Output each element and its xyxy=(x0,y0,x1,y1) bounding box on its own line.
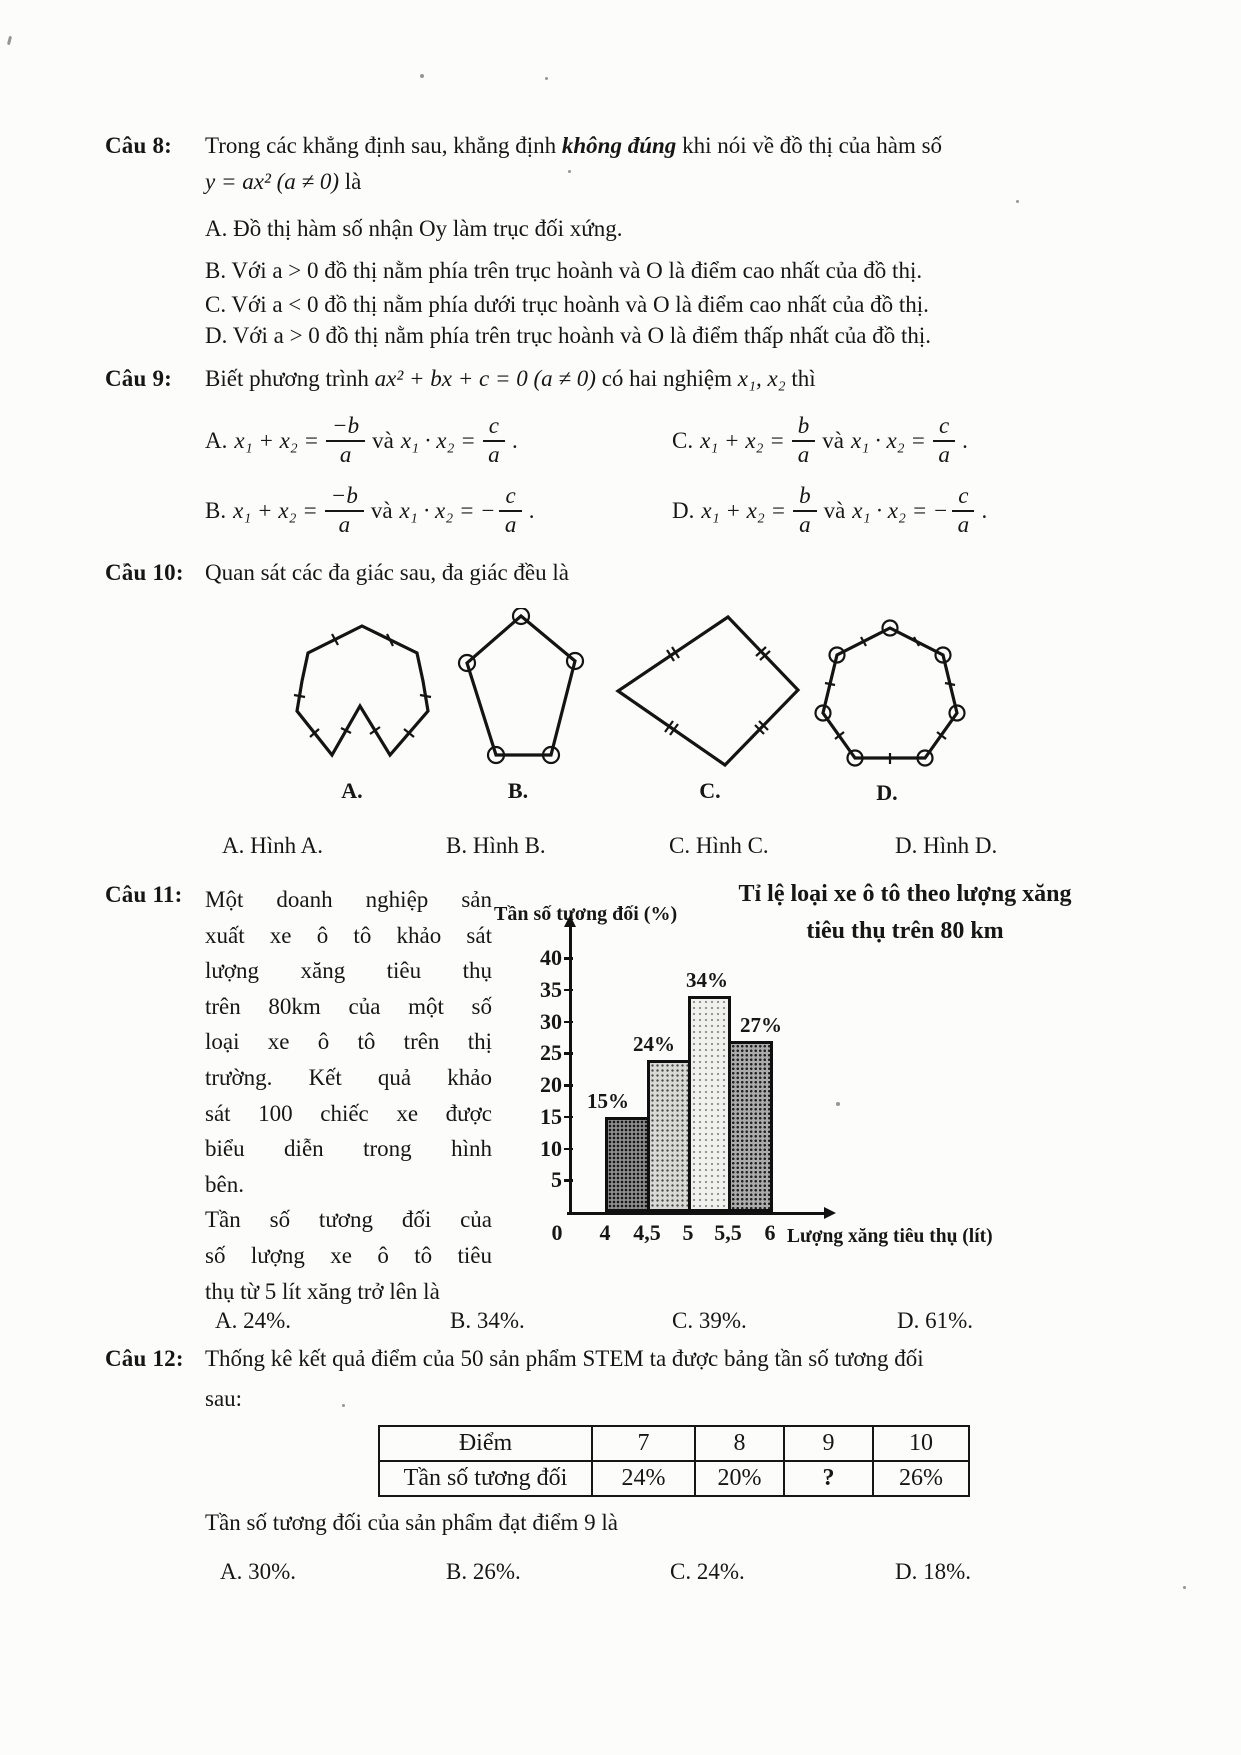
scan-speck xyxy=(420,74,424,78)
q11-text-line: biểu diễn trong hình xyxy=(205,1136,492,1162)
figure-b-polygon xyxy=(467,616,575,755)
q9-and: và xyxy=(823,497,846,523)
q9-frac-den: a xyxy=(338,511,351,537)
q9-option-d xyxy=(672,484,987,538)
y-axis-tick-mark xyxy=(564,1021,573,1024)
q10-option-d: D. Hình D. xyxy=(895,833,998,858)
q9-and: và xyxy=(822,427,845,453)
q12-label: Câu 12: xyxy=(105,1346,184,1371)
figure-b-label: B. xyxy=(507,778,529,803)
figure-a-polygon xyxy=(297,626,428,755)
q11-option-d: D. 61%. xyxy=(897,1308,974,1333)
q11-text-line: sát 100 chiếc xe được xyxy=(205,1100,492,1126)
q8-option-c: C. Với a < 0 đồ thị nằm phía dưới trục hoành và O là điểm cao nhất của đồ thị. xyxy=(205,292,929,317)
q9-option-a-letter: A. xyxy=(205,427,228,453)
chart-title xyxy=(715,876,1095,950)
table-cell: ? xyxy=(784,1461,873,1496)
figure-d-angle-arcs xyxy=(816,621,965,766)
q12-closing: Tần số tương đối của sản phẩm đạt điểm 9 là xyxy=(205,1510,618,1535)
q9-prod-fraction xyxy=(952,484,974,538)
q11-text-line: trường. Kết quả khảo xyxy=(205,1064,492,1090)
y-axis-tick-label: 20 xyxy=(540,1072,562,1097)
q9-and: và xyxy=(370,497,393,523)
q9-sum-lhs: x₁ + x₂ = xyxy=(700,427,785,453)
q9-frac-den: a xyxy=(957,511,970,537)
q9-sum-lhs: x₁ + x₂ = xyxy=(234,427,320,453)
q9-and: và xyxy=(372,427,394,453)
chart-bar xyxy=(647,1060,691,1212)
q9-dot: . xyxy=(528,497,535,523)
chart-title-line2: tiêu thụ trên 80 km xyxy=(806,918,1004,944)
q9-frac-den: a xyxy=(339,441,352,467)
y-axis-tick-label: 35 xyxy=(540,976,562,1002)
y-axis-arrow-icon xyxy=(564,915,576,927)
q11-text-line: xuất xe ô tô khảo sát xyxy=(205,922,492,948)
q9-frac-num: −b xyxy=(325,484,364,512)
q9-frac-num: c xyxy=(952,484,974,512)
figure-d-polygon xyxy=(823,628,957,758)
q9-frac-num: b xyxy=(792,414,816,442)
figure-c-label: C. xyxy=(699,778,721,803)
chart-x-axis xyxy=(567,1212,827,1215)
q9-frac-num: −b xyxy=(326,414,365,442)
chart-bar-value-label: 34% xyxy=(686,968,728,993)
q11-option-a: A. 24%. xyxy=(215,1308,292,1333)
x-axis-tick-label: 4,5 xyxy=(633,1220,661,1245)
q10-option-b: B. Hình B. xyxy=(446,833,546,858)
q11-label: Câu 11: xyxy=(105,882,183,907)
q12-option-d: D. 18%. xyxy=(895,1559,972,1584)
y-axis-tick-label: 15 xyxy=(540,1103,562,1129)
chart-bar-value-label: 27% xyxy=(740,1012,782,1037)
q9-roots: x₁, x₂ xyxy=(737,366,786,391)
figure-b-angle-arcs xyxy=(459,608,583,763)
table-cell: 9 xyxy=(784,1426,873,1461)
q11-option-c: C. 39%. xyxy=(672,1308,747,1333)
table-cell: Tần số tương đối xyxy=(379,1461,592,1496)
x-axis-tick-label: 4 xyxy=(599,1220,611,1245)
q12-option-a: A. 30%. xyxy=(220,1559,297,1584)
q9-dot: . xyxy=(511,427,518,453)
q8-option-d: D. Với a > 0 đồ thị nằm phía trên trục hoành và O là điểm thấp nhất của đồ thị. xyxy=(205,323,932,348)
table-row xyxy=(379,1461,969,1496)
q9-minus-sign: − xyxy=(481,497,495,523)
table-cell: 26% xyxy=(873,1461,969,1496)
q9-sum-lhs: x₁ + x₂ = xyxy=(701,497,787,523)
q9-dot: . xyxy=(981,497,988,523)
fuel-consumption-bar-chart xyxy=(490,876,1110,1276)
q9-option-a xyxy=(205,414,518,468)
y-axis-tick-label: 10 xyxy=(540,1135,562,1161)
q8-stem-line1 xyxy=(205,133,1005,159)
chart-bar-value-label: 15% xyxy=(587,1088,629,1113)
q9-sum-fraction xyxy=(792,414,816,468)
chart-bar xyxy=(728,1041,773,1212)
chart-bar xyxy=(688,996,731,1212)
y-axis-tick-mark xyxy=(564,1116,573,1119)
q10-label: Câu 10: xyxy=(105,560,184,585)
chart-y-axis-label: Tần số tương đối (%) xyxy=(494,903,678,925)
q9-sum-lhs: x₁ + x₂ = xyxy=(233,497,318,523)
q12-option-c: C. 24%. xyxy=(670,1559,745,1584)
scan-speck xyxy=(1016,200,1019,203)
q12-frequency-table xyxy=(378,1425,970,1497)
q10-option-a: A. Hình A. xyxy=(222,833,323,858)
table-cell: 24% xyxy=(592,1461,695,1496)
q12-stem-line2: sau: xyxy=(205,1386,243,1411)
q11-option-b: B. 34%. xyxy=(450,1308,525,1333)
x-axis-tick-label: 0 xyxy=(551,1220,563,1245)
q9-frac-den: a xyxy=(799,511,811,537)
scan-speck xyxy=(7,36,12,45)
q8-label: Câu 8: xyxy=(105,133,173,158)
q11-text-line: bên. xyxy=(205,1171,244,1197)
q9-prod-fraction xyxy=(933,414,955,468)
q9-frac-den: a xyxy=(938,441,950,467)
q9-option-d-letter: D. xyxy=(672,497,695,523)
q8-stem-emphasis: không đúng xyxy=(561,133,677,158)
q9-option-b-letter: B. xyxy=(205,497,227,523)
q9-frac-num: c xyxy=(483,414,505,442)
q8-stem-line2-tail: là xyxy=(339,169,362,194)
table-cell: 10 xyxy=(873,1426,969,1461)
q9-stem xyxy=(205,366,1025,392)
figure-c-tick-marks xyxy=(665,647,770,735)
figure-d-label: D. xyxy=(876,780,898,805)
q9-prod-fraction xyxy=(499,484,521,538)
y-axis-tick-mark xyxy=(564,1052,573,1055)
y-axis-tick-mark xyxy=(564,989,573,992)
chart-x-axis-label: Lượng xăng tiêu thụ (lít) xyxy=(787,1226,993,1247)
q9-stem-pre: Biết phương trình xyxy=(205,366,375,391)
q8-stem-line2 xyxy=(205,169,361,195)
scan-speck xyxy=(545,77,548,80)
q11-text-line: trên 80km của một số xyxy=(205,993,492,1019)
y-axis-tick-label: 40 xyxy=(540,945,562,970)
table-cell: 20% xyxy=(695,1461,784,1496)
q9-sum-fraction xyxy=(793,484,817,538)
q9-prod-fraction xyxy=(483,414,505,468)
q11-text-line: số lượng xe ô tô tiêu xyxy=(205,1242,492,1268)
x-axis-tick-label: 5 xyxy=(682,1220,694,1245)
q9-dot: . xyxy=(962,427,968,453)
q8-function-formula: y = ax² (a ≠ 0) xyxy=(205,169,340,194)
q10-polygon-figures xyxy=(280,608,980,783)
q9-prod-lhs: x₁ · x₂ = xyxy=(852,497,928,523)
q12-option-b: B. 26%. xyxy=(446,1559,521,1584)
y-axis-tick-label: 25 xyxy=(540,1040,562,1066)
q12-stem-line1: Thống kê kết quả điểm của 50 sản phẩm STEM ta được bảng tần số tương đối xyxy=(205,1346,924,1371)
q9-frac-num: b xyxy=(793,484,817,512)
q10-stem: Quan sát các đa giác sau, đa giác đều là xyxy=(205,560,569,585)
y-axis-tick-mark xyxy=(564,1084,573,1087)
q9-prod-lhs: x₁ · x₂ = xyxy=(399,497,475,523)
chart-y-axis xyxy=(569,926,572,1215)
q11-text-line: Tần số tương đối của xyxy=(205,1207,492,1233)
q9-frac-den: a xyxy=(488,441,500,467)
q9-stem-post: thì xyxy=(785,366,816,391)
q9-frac-num: c xyxy=(933,414,955,442)
q9-option-b xyxy=(205,484,534,538)
q9-prod-lhs: x₁ · x₂ = xyxy=(851,427,926,453)
figure-c-polygon xyxy=(618,617,798,765)
scan-speck xyxy=(342,1404,345,1407)
figure-a-label: A. xyxy=(341,778,363,803)
q11-text-line: Một doanh nghiệp sản xyxy=(205,887,492,912)
q9-equation: ax² + bx + c = 0 (a ≠ 0) xyxy=(374,366,596,391)
chart-bar xyxy=(605,1117,650,1212)
q9-prod-lhs: x₁ · x₂ = xyxy=(400,427,476,453)
chart-title-line1: Tỉ lệ loại xe ô tô theo lượng xăng xyxy=(738,881,1072,907)
q11-text-line: loại xe ô tô trên thị xyxy=(205,1029,492,1055)
q11-text-line: thụ từ 5 lít xăng trở lên là xyxy=(205,1278,440,1304)
q9-minus-sign: − xyxy=(934,497,948,523)
y-axis-tick-label: 30 xyxy=(540,1008,562,1034)
scan-speck xyxy=(1183,1586,1186,1589)
y-axis-tick-mark xyxy=(564,957,573,960)
q9-frac-den: a xyxy=(504,511,517,537)
y-axis-tick-label: 5 xyxy=(551,1167,562,1193)
table-cell: 7 xyxy=(592,1426,695,1461)
q9-option-c xyxy=(672,414,968,468)
x-axis-tick-label: 6 xyxy=(764,1220,776,1245)
q11-stem-block xyxy=(205,882,492,1309)
q9-stem-mid: có hai nghiệm xyxy=(595,366,738,391)
q11-text-line: lượng xăng tiêu thụ xyxy=(205,958,492,984)
q9-option-c-letter: C. xyxy=(672,427,694,453)
table-cell: Điểm xyxy=(379,1426,592,1461)
q8-stem-post: khi nói về đồ thị của hàm số xyxy=(676,133,943,158)
q8-option-a: A. Đồ thị hàm số nhận Oy làm trục đối xứng. xyxy=(205,216,623,241)
x-axis-tick-label: 5,5 xyxy=(714,1220,742,1245)
q10-option-c: C. Hình C. xyxy=(669,833,769,858)
x-axis-arrow-icon xyxy=(824,1207,836,1219)
y-axis-tick-mark xyxy=(564,1179,573,1182)
q9-label: Câu 9: xyxy=(105,366,173,391)
y-axis-tick-mark xyxy=(564,1148,573,1151)
q9-frac-num: c xyxy=(499,484,521,512)
table-row xyxy=(379,1426,969,1461)
q9-sum-fraction xyxy=(325,484,364,538)
scan-speck xyxy=(568,170,571,173)
q9-sum-fraction xyxy=(326,414,365,468)
q8-stem-pre: Trong các khẳng định sau, khẳng định xyxy=(205,133,562,158)
chart-bar-value-label: 24% xyxy=(633,1031,675,1056)
table-cell: 8 xyxy=(695,1426,784,1461)
q8-option-b: B. Với a > 0 đồ thị nằm phía trên trục hoành và O là điểm cao nhất của đồ thị. xyxy=(205,258,923,283)
q9-frac-den: a xyxy=(797,441,810,467)
